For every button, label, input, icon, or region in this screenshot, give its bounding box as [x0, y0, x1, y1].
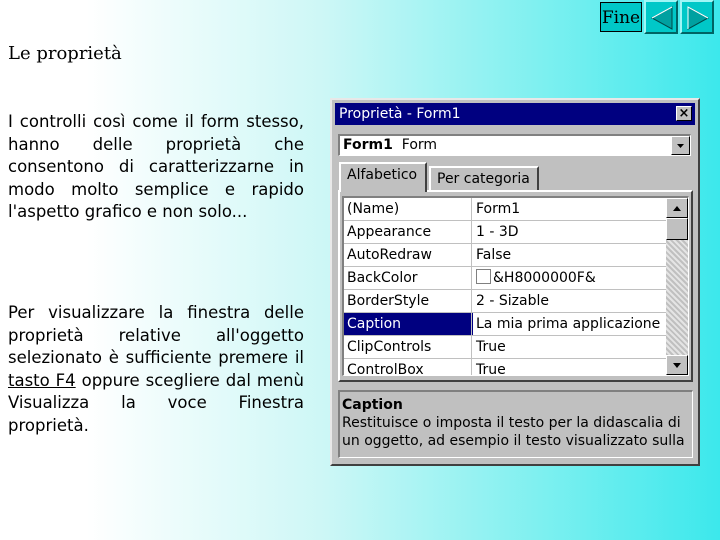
backcolor-value: &H8000000F& — [493, 270, 596, 286]
instructions-text-end: oppure scegliere dal menù Visualizza la voce Finestra proprietà. — [8, 370, 304, 435]
property-name: AutoRedraw — [344, 244, 472, 266]
object-type: Form — [401, 137, 438, 153]
property-name: (Name) — [344, 198, 472, 220]
property-grid — [342, 196, 689, 376]
slide-navigation — [600, 2, 714, 34]
tab-per-categoria[interactable]: Per categoria — [429, 166, 539, 192]
f4-key-link[interactable]: tasto F4 — [8, 370, 76, 390]
property-value[interactable]: 1 - 3D — [476, 224, 519, 240]
property-row[interactable] — [344, 336, 666, 359]
property-value[interactable]: False — [476, 247, 512, 263]
arrow-down-icon — [672, 361, 682, 369]
previous-slide-button[interactable] — [644, 0, 678, 34]
property-name: Appearance — [344, 221, 472, 243]
slide-title: Le proprietà — [8, 43, 122, 64]
property-name: ClipControls — [344, 336, 472, 358]
end-button[interactable]: Fine — [600, 2, 642, 32]
property-row-selected[interactable] — [344, 313, 666, 336]
description-text: Restituisce o imposta il testo per la didascalia di un oggetto, ad esempio il testo visualizzato sulla — [342, 415, 685, 449]
properties-window — [330, 98, 700, 466]
property-row[interactable] — [344, 221, 666, 244]
property-name: BorderStyle — [344, 290, 472, 312]
property-value[interactable] — [473, 267, 666, 289]
close-button[interactable] — [676, 106, 692, 121]
arrow-up-icon — [672, 204, 682, 212]
instructions-paragraph — [8, 302, 304, 437]
next-slide-button[interactable] — [680, 0, 714, 34]
property-name: BackColor — [344, 267, 472, 289]
object-name: Form1 — [343, 137, 393, 153]
property-row[interactable] — [344, 198, 666, 221]
property-value[interactable]: 2 - Sizable — [476, 293, 549, 309]
property-name: ControlBox — [344, 359, 472, 376]
chevron-down-icon — [672, 137, 689, 154]
instructions-text-start: Per visualizzare la finestra delle proprietà relative all'oggetto selezionato è sufficiente premere il — [8, 303, 304, 367]
left-triangle-icon — [649, 5, 675, 31]
properties-window-title: Proprietà - Form1 — [339, 106, 461, 122]
property-row[interactable] — [344, 267, 666, 290]
color-swatch — [476, 269, 491, 284]
property-value[interactable]: True — [476, 362, 506, 376]
property-row[interactable] — [344, 359, 666, 376]
property-value[interactable]: True — [476, 339, 506, 355]
dropdown-button[interactable] — [671, 136, 690, 155]
right-triangle-icon — [685, 5, 711, 31]
description-panel — [338, 390, 693, 458]
object-selector[interactable] — [338, 134, 691, 156]
property-name: Caption — [344, 313, 472, 335]
description-title: Caption — [342, 397, 403, 413]
scroll-thumb[interactable] — [666, 218, 688, 240]
tab-alfabetico[interactable]: Alfabetico — [339, 162, 427, 192]
intro-paragraph: I controlli così come il form stesso, hanno delle proprietà che consentono di caratterizzarne in modo molto semplice e rapido l'aspetto grafico e non solo... — [8, 112, 304, 221]
property-row[interactable] — [344, 290, 666, 313]
scroll-up-button[interactable] — [666, 198, 688, 218]
property-row[interactable] — [344, 244, 666, 267]
properties-window-titlebar[interactable] — [335, 103, 695, 125]
close-icon: × — [678, 106, 690, 121]
property-value[interactable]: Form1 — [476, 201, 521, 217]
scroll-down-button[interactable] — [666, 355, 688, 375]
property-value-input[interactable]: La mia prima applicazione — [473, 313, 666, 335]
vertical-scrollbar[interactable] — [666, 198, 688, 375]
